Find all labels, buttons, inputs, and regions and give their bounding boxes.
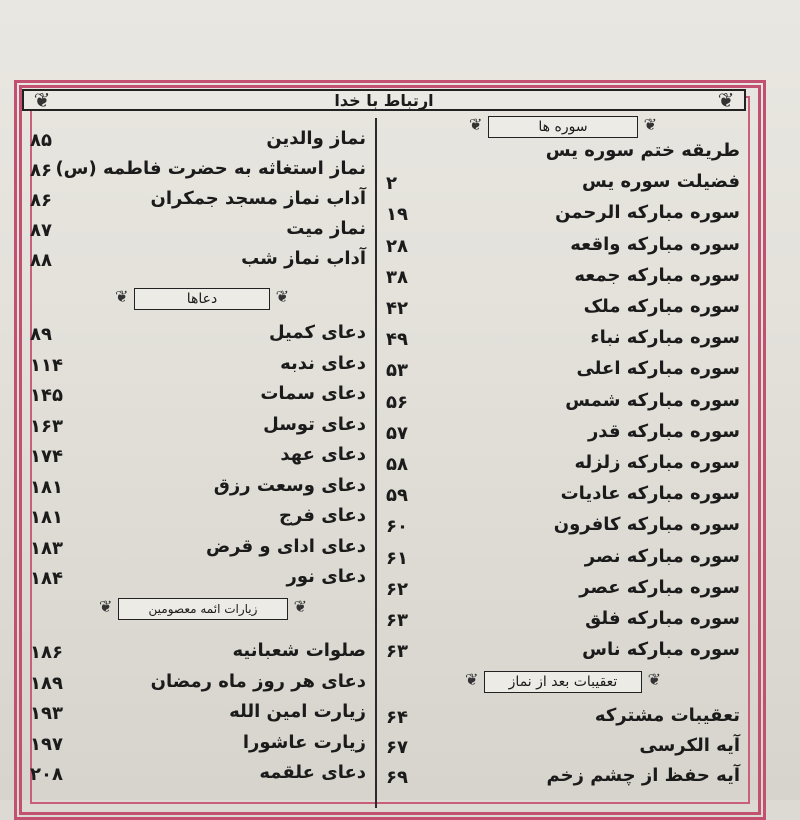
entry-title: سوره مبارکه نباء — [590, 327, 740, 349]
toc-entry — [24, 351, 372, 381]
toc-entry — [24, 473, 372, 503]
toc-entry — [24, 669, 372, 699]
entry-page-number: ۲۰۸ — [30, 764, 63, 785]
toc-entry — [24, 638, 372, 668]
toc-entry — [380, 169, 746, 199]
section-header-ziyarat — [99, 597, 307, 620]
entry-title: نماز والدین — [266, 128, 366, 149]
toc-entry — [380, 450, 746, 480]
toc-entry — [380, 481, 746, 511]
entry-title: آداب نماز شب — [241, 248, 366, 269]
toc-entry — [24, 442, 372, 472]
entry-page-number: ۱۹۷ — [30, 733, 63, 755]
ornament-icon: ❦ — [275, 287, 289, 306]
entry-title: زیارت امین الله — [229, 701, 366, 722]
toc-entry — [24, 503, 372, 533]
entry-title: دعای ندبه — [280, 352, 366, 374]
section-title: سوره ها — [538, 119, 588, 135]
entry-page-number: ۸۹ — [30, 324, 52, 345]
entry-title: دعای عهد — [280, 444, 366, 465]
ornament-icon: ❦ — [99, 597, 113, 616]
entry-title: سوره مبارکه زلزله — [574, 452, 740, 473]
toc-entry — [380, 419, 746, 449]
entry-page-number: ۱۸۹ — [30, 672, 63, 694]
entry-title: سوره مبارکه شمس — [565, 389, 740, 411]
entry-page-number: ۶۴ — [386, 707, 408, 728]
right-column — [380, 112, 746, 802]
page-title: ارتباط با خدا — [334, 90, 434, 110]
entry-title: سوره مبارکه کافرون — [553, 514, 740, 536]
section-title: دعاها — [186, 291, 218, 307]
entry-page-number: ۱۹ — [386, 204, 408, 226]
entry-page-number: ۳۸ — [386, 266, 408, 288]
left-column — [24, 112, 372, 802]
ornament-icon: ❦ — [293, 597, 307, 616]
entry-page-number: ۱۸۳ — [30, 537, 63, 559]
entry-page-number: ۶۹ — [386, 767, 408, 788]
entry-title: طریقه ختم سوره یس — [545, 140, 740, 161]
entry-page-number: ۵۷ — [386, 422, 408, 444]
entry-title: نماز استغاثه به حضرت فاطمه (س) — [55, 158, 366, 179]
entry-page-number: ۱۶۳ — [30, 415, 63, 437]
toc-entry — [380, 575, 746, 605]
entry-page-number: ۱۷۴ — [30, 446, 63, 467]
toc-entry — [380, 606, 746, 636]
entry-page-number: ۶۳ — [386, 610, 408, 631]
entry-page-number: ۸۶ — [30, 160, 52, 181]
ornament-icon: ❦ — [115, 287, 129, 306]
entry-title: دعای کمیل — [268, 322, 366, 343]
entry-title: دعای نور — [286, 566, 366, 587]
entry-page-number: ۵۶ — [386, 391, 408, 413]
toc-entry — [24, 412, 372, 442]
toc-entry — [380, 294, 746, 324]
ornament-icon: ❦ — [465, 670, 479, 689]
entry-page-number: ۱۸۱ — [30, 507, 63, 528]
toc-entry — [24, 126, 372, 156]
toc-entry — [380, 356, 746, 386]
entry-page-number: ۵۹ — [386, 485, 408, 507]
toc-entry — [24, 216, 372, 246]
entry-page-number: ۱۸۱ — [30, 476, 63, 498]
entry-page-number: ۸۶ — [30, 190, 52, 211]
toc-entry — [24, 381, 372, 411]
entry-page-number: ۱۴۵ — [30, 385, 63, 406]
ornament-icon: ❦ — [643, 115, 657, 134]
entry-title: دعای وسعت رزق — [213, 474, 366, 496]
entry-page-number: ۶۰ — [386, 516, 408, 538]
entry-page-number: ۱۱۴ — [30, 354, 63, 376]
entry-page-number: ۵۸ — [386, 454, 408, 475]
toc-entry — [380, 703, 746, 733]
entry-title: دعای ادای و قرض — [205, 535, 366, 557]
section-header-taqibat — [465, 670, 661, 693]
toc-entry — [380, 263, 746, 293]
entry-page-number: ۶۳ — [386, 641, 408, 663]
entry-title: سوره مبارکه ناس — [582, 639, 740, 661]
toc-entry — [24, 564, 372, 594]
entry-title: سوره مبارکه نصر — [584, 545, 740, 567]
ornament-icon: ❦ — [717, 88, 735, 112]
toc-entry — [24, 760, 372, 790]
entry-title: دعای علقمه — [259, 762, 366, 783]
entry-page-number: ۸۸ — [30, 250, 52, 271]
toc-entry — [380, 200, 746, 230]
toc-entry — [24, 156, 372, 186]
toc-entry — [380, 763, 746, 793]
entry-page-number: ۸۷ — [30, 220, 52, 241]
toc-entry — [24, 246, 372, 276]
entry-page-number: ۱۹۳ — [30, 703, 63, 724]
entry-title: دعای توسل — [263, 413, 366, 435]
toc-entry — [380, 512, 746, 542]
entry-page-number: ۵۳ — [386, 360, 408, 382]
entry-page-number: ۶۱ — [386, 547, 408, 569]
entry-title: آیه حفظ از چشم زخم — [546, 765, 740, 786]
entry-page-number: ۴۹ — [386, 329, 408, 351]
entry-title: نماز میت — [286, 218, 366, 239]
toc-entry — [380, 138, 746, 168]
entry-title: سوره مبارکه واقعه — [570, 233, 740, 255]
section-header-surahs — [469, 115, 657, 138]
entry-page-number: ۲ — [386, 173, 397, 195]
toc-entry — [380, 388, 746, 418]
entry-title: سوره مبارکه عادیات — [560, 483, 740, 505]
entry-title: دعای هر روز ماه رمضان — [150, 670, 366, 692]
entry-title: سوره مبارکه قدر — [587, 420, 740, 442]
entry-title: صلوات شعبانیه — [232, 640, 366, 661]
entry-title: دعای سمات — [260, 383, 366, 404]
toc-entry — [380, 325, 746, 355]
entry-title: آداب نماز مسجد جمکران — [150, 188, 366, 209]
entry-title: سوره مبارکه جمعه — [574, 264, 740, 286]
column-divider — [375, 118, 377, 808]
entry-title: تعقیبات مشترکه — [594, 705, 740, 726]
ornament-icon: ❦ — [469, 115, 483, 134]
toc-entry — [24, 186, 372, 216]
section-title: تعقیبات بعد از نماز — [508, 674, 618, 690]
toc-entry — [24, 534, 372, 564]
entry-page-number: ۸۵ — [30, 130, 52, 151]
entry-title: سوره مبارکه اعلی — [576, 358, 740, 380]
toc-entry — [380, 232, 746, 262]
entry-page-number: ۴۲ — [386, 298, 408, 319]
ornament-icon: ❦ — [647, 670, 661, 689]
entry-title: سوره مبارکه عصر — [579, 576, 740, 598]
entry-title: فضیلت سوره یس — [582, 171, 740, 193]
page-title-banner — [22, 89, 746, 111]
toc-entry — [24, 730, 372, 760]
entry-page-number: ۶۷ — [386, 737, 408, 758]
toc-entry — [380, 637, 746, 667]
ornament-icon: ❦ — [33, 88, 51, 112]
entry-page-number: ۱۸۴ — [30, 568, 63, 589]
toc-entry — [24, 320, 372, 350]
entry-title: سوره مبارکه فلق — [585, 608, 740, 629]
toc-entry — [380, 544, 746, 574]
section-title: زیارات ائمه معصومین — [148, 602, 258, 616]
entry-title: زیارت عاشورا — [242, 731, 366, 753]
entry-page-number: ۶۲ — [386, 578, 408, 600]
entry-page-number: ۱۸۶ — [30, 642, 63, 663]
toc-entry — [24, 699, 372, 729]
entry-title: سوره مبارکه الرحمن — [555, 202, 740, 224]
toc-entry — [380, 733, 746, 763]
entry-title: دعای فرج — [278, 505, 366, 526]
section-header-duas — [115, 287, 289, 310]
entry-title: سوره مبارکه ملک — [583, 296, 740, 317]
entry-title: آیه الکرسی — [639, 735, 740, 756]
entry-page-number: ۲۸ — [386, 235, 408, 257]
